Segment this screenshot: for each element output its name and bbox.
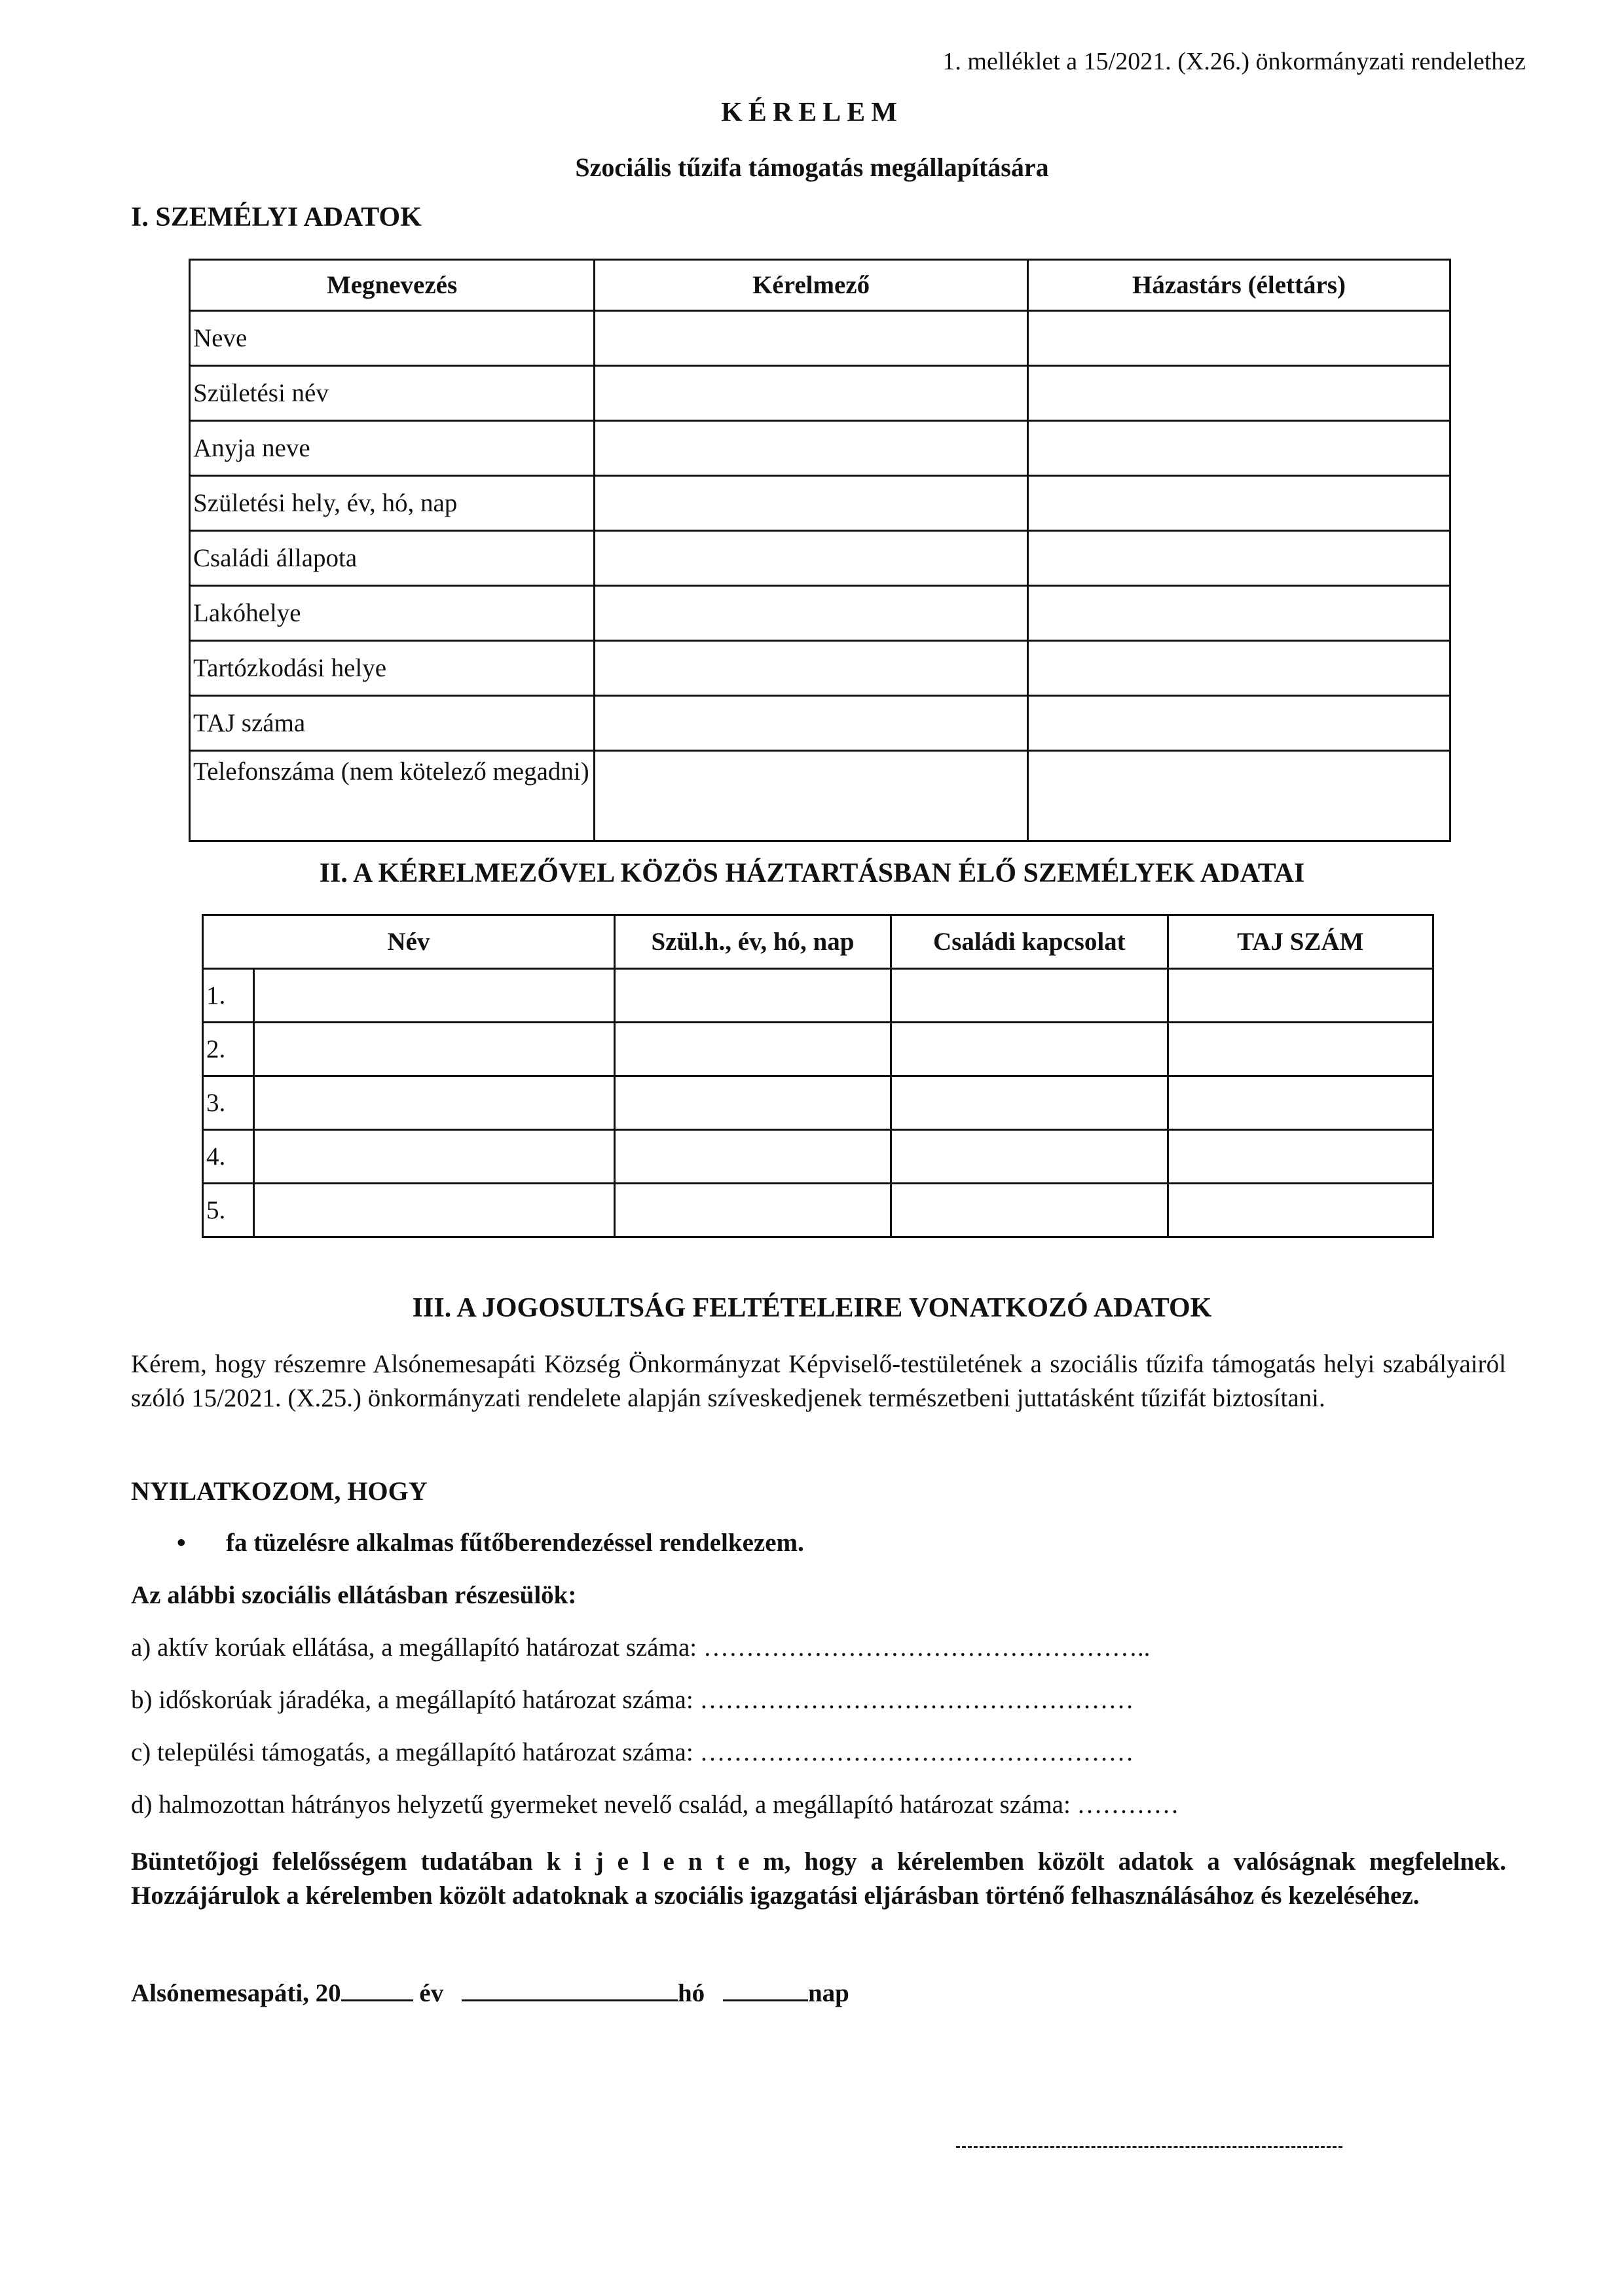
date-place: Alsónemesapáti, 20 [131,1979,341,2007]
benefit-line-d: d) halmozottan hátrányos helyzetű gyermeket nevelő család, a megállapító határozat száma: ………… [131,1791,1179,1819]
row-label: Születési hely, év, hó, nap [190,476,595,531]
spouse-field[interactable] [1028,586,1450,641]
date-line [131,1976,849,2008]
spouse-field[interactable] [1028,421,1450,476]
applicant-field[interactable] [595,531,1028,586]
page-subtitle: Szociális tűzifa támogatás megállapítására [575,153,1049,182]
row-label: Tartózkodási helye [190,641,595,696]
row-number: 1. [203,969,254,1023]
spouse-field[interactable] [1028,476,1450,531]
relation-field[interactable] [891,1076,1168,1130]
birth-field[interactable] [614,1076,891,1130]
row-label: Születési név [190,366,595,421]
row-label: Anyja neve [190,421,595,476]
month-blank[interactable] [462,1976,678,2001]
page-title: KÉRELEM [721,98,903,128]
year-label: év [419,1979,444,2007]
relation-field[interactable] [891,1023,1168,1076]
relation-field[interactable] [891,1130,1168,1184]
birth-field[interactable] [614,1130,891,1184]
row-label: TAJ száma [190,696,595,751]
applicant-field[interactable] [595,311,1028,366]
spouse-field[interactable] [1028,696,1450,751]
column-header: Megnevezés [190,260,595,311]
column-header: Kérelmező [595,260,1028,311]
spouse-field[interactable] [1028,641,1450,696]
section-3-title: III. A JOGOSULTSÁG FELTÉTELEIRE VONATKOZÓ ADATOK [412,1293,1212,1323]
spouse-field[interactable] [1028,531,1450,586]
household-members-table [202,914,1434,1238]
personal-data-table [189,259,1451,842]
birth-field[interactable] [614,1184,891,1237]
birth-field[interactable] [614,1023,891,1076]
signature-line[interactable] [956,2146,1342,2148]
applicant-field[interactable] [595,366,1028,421]
row-label: Családi állapota [190,531,595,586]
benefit-line-c: c) települési támogatás, a megállapító határozat száma: …………………………………………… [131,1738,1134,1766]
row-number: 2. [203,1023,254,1076]
section-2-title: II. A KÉRELMEZŐVEL KÖZÖS HÁZTARTÁSBAN ÉLŐ SZEMÉLYEK ADATAI [319,858,1305,888]
applicant-field[interactable] [595,476,1028,531]
row-number: 4. [203,1130,254,1184]
bullet-icon: • [177,1529,186,1557]
declaration-heading: NYILATKOZOM, HOGY [131,1476,428,1506]
column-header: TAJ SZÁM [1168,915,1433,969]
benefit-line-a: a) aktív korúak ellátása, a megállapító határozat száma: …………………………………………….. [131,1633,1151,1662]
applicant-field[interactable] [595,586,1028,641]
relation-field[interactable] [891,969,1168,1023]
applicant-field[interactable] [595,696,1028,751]
row-number: 5. [203,1184,254,1237]
name-field[interactable] [253,1023,614,1076]
name-field[interactable] [253,1184,614,1237]
name-field[interactable] [253,1130,614,1184]
applicant-field[interactable] [595,751,1028,841]
column-header: Házastárs (élettárs) [1028,260,1450,311]
month-label: hó [677,1979,705,2007]
spouse-field[interactable] [1028,366,1450,421]
taj-field[interactable] [1168,1130,1433,1184]
taj-field[interactable] [1168,1184,1433,1237]
spouse-field[interactable] [1028,311,1450,366]
row-number: 3. [203,1076,254,1130]
request-paragraph: Kérem, hogy részemre Alsónemesapáti Község Önkormányzat Képviselő-testületének a szociális tűzifa támogatás helyi szabályairól szóló 15/2021. (X.25.) önkormányzati rendelete alapján szíveskedjenek természetbeni juttatásként tűzifát biztosítani. [131,1350,1506,1412]
day-label: nap [807,1979,849,2007]
name-field[interactable] [253,969,614,1023]
heating-declaration: fa tüzelésre alkalmas fűtőberendezéssel rendelkezem. [226,1529,804,1557]
taj-field[interactable] [1168,969,1433,1023]
taj-field[interactable] [1168,1023,1433,1076]
applicant-field[interactable] [595,641,1028,696]
column-header: Családi kapcsolat [891,915,1168,969]
annex-reference: 1. melléklet a 15/2021. (X.26.) önkormányzati rendelethez [942,48,1526,75]
year-blank[interactable] [341,1976,413,2001]
row-label: Lakóhelye [190,586,595,641]
birth-field[interactable] [614,969,891,1023]
name-field[interactable] [253,1076,614,1130]
benefits-heading: Az alábbi szociális ellátásban részesülök: [131,1581,577,1609]
applicant-field[interactable] [595,421,1028,476]
row-label: Neve [190,311,595,366]
liability-statement: Büntetőjogi felelősségem tudatában k i j e l e n t e m, hogy a kérelemben közölt adatok a valóságnak megfelelnek. Hozzájárulok a kérelemben közölt adatoknak a szociális igazgatási eljárásban történő felhasználásához és kezeléséhez. [131,1848,1506,1910]
benefit-line-b: b) időskorúak járadéka, a megállapító határozat száma: …………………………………………… [131,1686,1134,1714]
day-blank[interactable] [723,1976,808,2001]
section-1-title: I. SZEMÉLYI ADATOK [131,202,422,232]
taj-field[interactable] [1168,1076,1433,1130]
spouse-field[interactable] [1028,751,1450,841]
relation-field[interactable] [891,1184,1168,1237]
column-header: Név [203,915,615,969]
column-header: Szül.h., év, hó, nap [614,915,891,969]
row-label: Telefonszáma (nem kötelező megadni) [190,751,595,841]
